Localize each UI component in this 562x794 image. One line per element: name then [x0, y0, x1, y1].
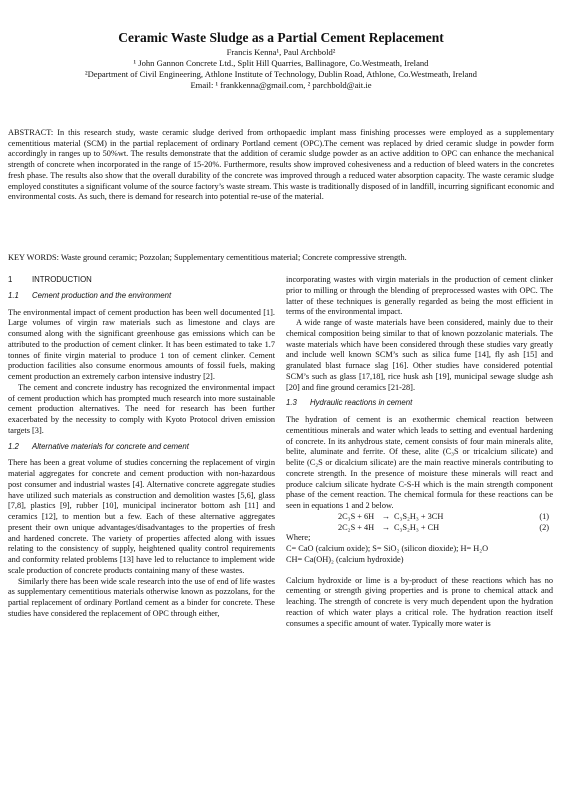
subsection-heading-1-3: [286, 398, 553, 409]
paper-title: Ceramic Waste Sludge as a Partial Cement Replacement: [118, 30, 444, 45]
subsection-title: Cement production and the environment: [32, 290, 172, 300]
spacer: [286, 566, 553, 576]
subsection-title: Alternative materials for concrete and cement: [32, 441, 189, 451]
paragraph: The cement and concrete industry has recognized the environmental impact of cement production which has prompted much research into more sustainable cement production alternatives. The need for research has been further exacerbated by the necessity to comply with Kyoto Protocol driven emission targets [3].: [8, 382, 275, 435]
section-heading-introduction: [8, 275, 275, 286]
abstract: ABSTRACT: In this research study, waste ceramic sludge derived from orthopaedic implant mass finishing processes were employed as a supplementary cementitious material (SCM) in the partial replacement of ordinary Portland cement (OPC).The cement was replaced by dried ceramic sludge in powder form accordingly in ranges up to 50%wt. The results demonstrate that the addition of ceramic sludge powder as an active addition to OPC can enhance the mechanical strength of concrete when incorporated in the range of 15-20%. Furthermore, results show improved cohesiveness and a reduction of bleed waters in the concretes fresh phase. The results also show that the overall durability of the concrete was improved through a reduced water absorption capacity. The waste ceramic sludge employed constitutes a significant volume of the source factory’s waste stream. This waste is traditionally disposed of in landfill, incurring significant economic and environmental costs. As such, there is demand for research into potential re-use of the material.: [8, 128, 554, 202]
subsection-title: Hydraulic reactions in cement: [310, 398, 413, 408]
contact-emails: Email: ¹ frankkenna@gmail.com, ² parchbold@ait.ie: [190, 80, 372, 90]
equation-number: (2): [539, 522, 549, 532]
equation-rhs: C₃S₂H₃ + 3CH: [394, 511, 444, 521]
section-title: INTRODUCTION: [32, 275, 92, 284]
paragraph: Similarly there has been wide scale research into the use of end of life wastes as supplementary cementitious materials otherwise known as pozzolans, for the partial replacement of ordinary Portland cement as a binder for concrete. These studies have considered the replacement of OPC through either,: [8, 576, 275, 618]
paragraph: incorporating wastes with virgin materials in the production of cement clinker prior to milling or through the blending of preprocessed wastes with OPC. The latter of these techniques is generally regarded as being the most efficient in terms of the environmental impact.: [286, 275, 553, 317]
paragraph: The environmental impact of cement production has been well documented [1]. Large volumes of virgin raw materials such as limestone and clays are consumed along with the significant greenhouse gas emissions which can be attributed to the production of cement clinker. It has been estimated to take 1.7 tonnes of finite virgin material to produce 1 ton of cement clinker. Cement production facilities also consume enormous amounts of fossil fuels, making cement production an extremely carbon intensive industry [2].: [8, 307, 275, 381]
right-column: [286, 275, 553, 629]
paragraph: A wide range of waste materials have been considered, mainly due to their chemical composition being similar to that of known pozzolanic materials. The waste materials which have been considered through these studies vary greatly and include well known SCM’s such as silica fume [14], fly ash [15] and granulated blast furnace slag [16]. Other studies have considered potential SCM’s such as glass [17,18], rice husk ash [19], municipal sewage sludge ash [20] and fine ground ceramics [21-28].: [286, 318, 553, 392]
subsection-number: 1.1: [8, 290, 19, 300]
keywords: KEY WORDS: Waste ground ceramic; Pozzolan; Supplementary cementitious material; Concrete compressive strength.: [8, 253, 407, 262]
subsection-number: 1.2: [8, 441, 19, 451]
paragraph: Calcium hydroxide or lime is a by-product of these reactions which has no cementing or strength giving properties and is prone to chemical attack and leaching. The strength of concrete is very much dependent upon the hydration reaction of which water plays a critical role. The hydration reaction itself consumes a specific amount of water. Typically more water is: [286, 575, 553, 628]
where-label: Where;: [286, 533, 311, 543]
equation-2: [286, 523, 553, 534]
affiliation-2: ²Department of Civil Engineering, Athlone Institute of Technology, Dublin Road, Athlone, Co.Westmeath, Ireland: [85, 69, 477, 79]
reaction-arrow: →: [381, 522, 391, 532]
paragraph: The hydration of cement is an exothermic chemical reaction between cementitious minerals and water which leads to setting and eventual hardening of concrete. In its anhydrous state, cement consists of four main minerals alite, belite, aluminate and ferrite. Of these, alite (C₃S or tricalcium silicate) and belite (C₂S or dicalcium silicate) are the main reactive minerals contributing to concrete strength. In the presence of moisture these minerals will react and produce calcium silicate hydrate C-S-H which is the main strength component phase of the cement reaction. The chemical formula for these reactions can be seen in equations 1 and 2 below.: [286, 415, 553, 510]
left-column: [8, 275, 275, 620]
notation-definitions: CH= Ca(OH)₂ (calcium hydroxide): [286, 554, 404, 564]
reaction-arrow: →: [381, 511, 391, 521]
subsection-number: 1.3: [286, 398, 297, 408]
subsection-heading-1-1: [8, 291, 275, 302]
equation-lhs: 2C₂S + 4H: [338, 522, 375, 532]
equation-rhs: C₃S₂H₃ + CH: [394, 522, 440, 532]
notation-definitions: C= CaO (calcium oxide); S= SiO₂ (silicon dioxide); H= H₂O: [286, 544, 489, 553]
equation-number: (1): [539, 511, 549, 521]
author-list: Francis Kenna¹, Paul Archbold²: [226, 47, 336, 57]
subsection-heading-1-2: [8, 442, 275, 453]
affiliation-1: ¹ John Gannon Concrete Ltd., Split Hill Quarries, Ballinagore, Co.Westmeath, Ireland: [133, 58, 429, 68]
paragraph: There has been a great volume of studies concerning the replacement of virgin material aggregates for concrete and cement production with non-hazardous post consumer and industrial wastes [4]. Alternative concrete aggregate studies have utilized such materials as construction and demolition wastes [5,6], glass [7,8], plastics [9], rubber [10], municipal incinerator bottom ash [11] and ceramics [12], to mention but a few. Each of these alternative aggregates present their own unique advantages/disadvantages to the properties of fresh and hardened concrete. The variety of properties affected along with issues relating to the consistency of supply, heightened quality control requirements and conformity related problems [13] have led to reluctance to implement wide scale production of concrete products containing many of these wastes.: [8, 458, 275, 575]
equation-1: [286, 512, 553, 523]
equation-lhs: 2C₃S + 6H: [338, 511, 375, 521]
section-number: 1: [8, 275, 13, 284]
